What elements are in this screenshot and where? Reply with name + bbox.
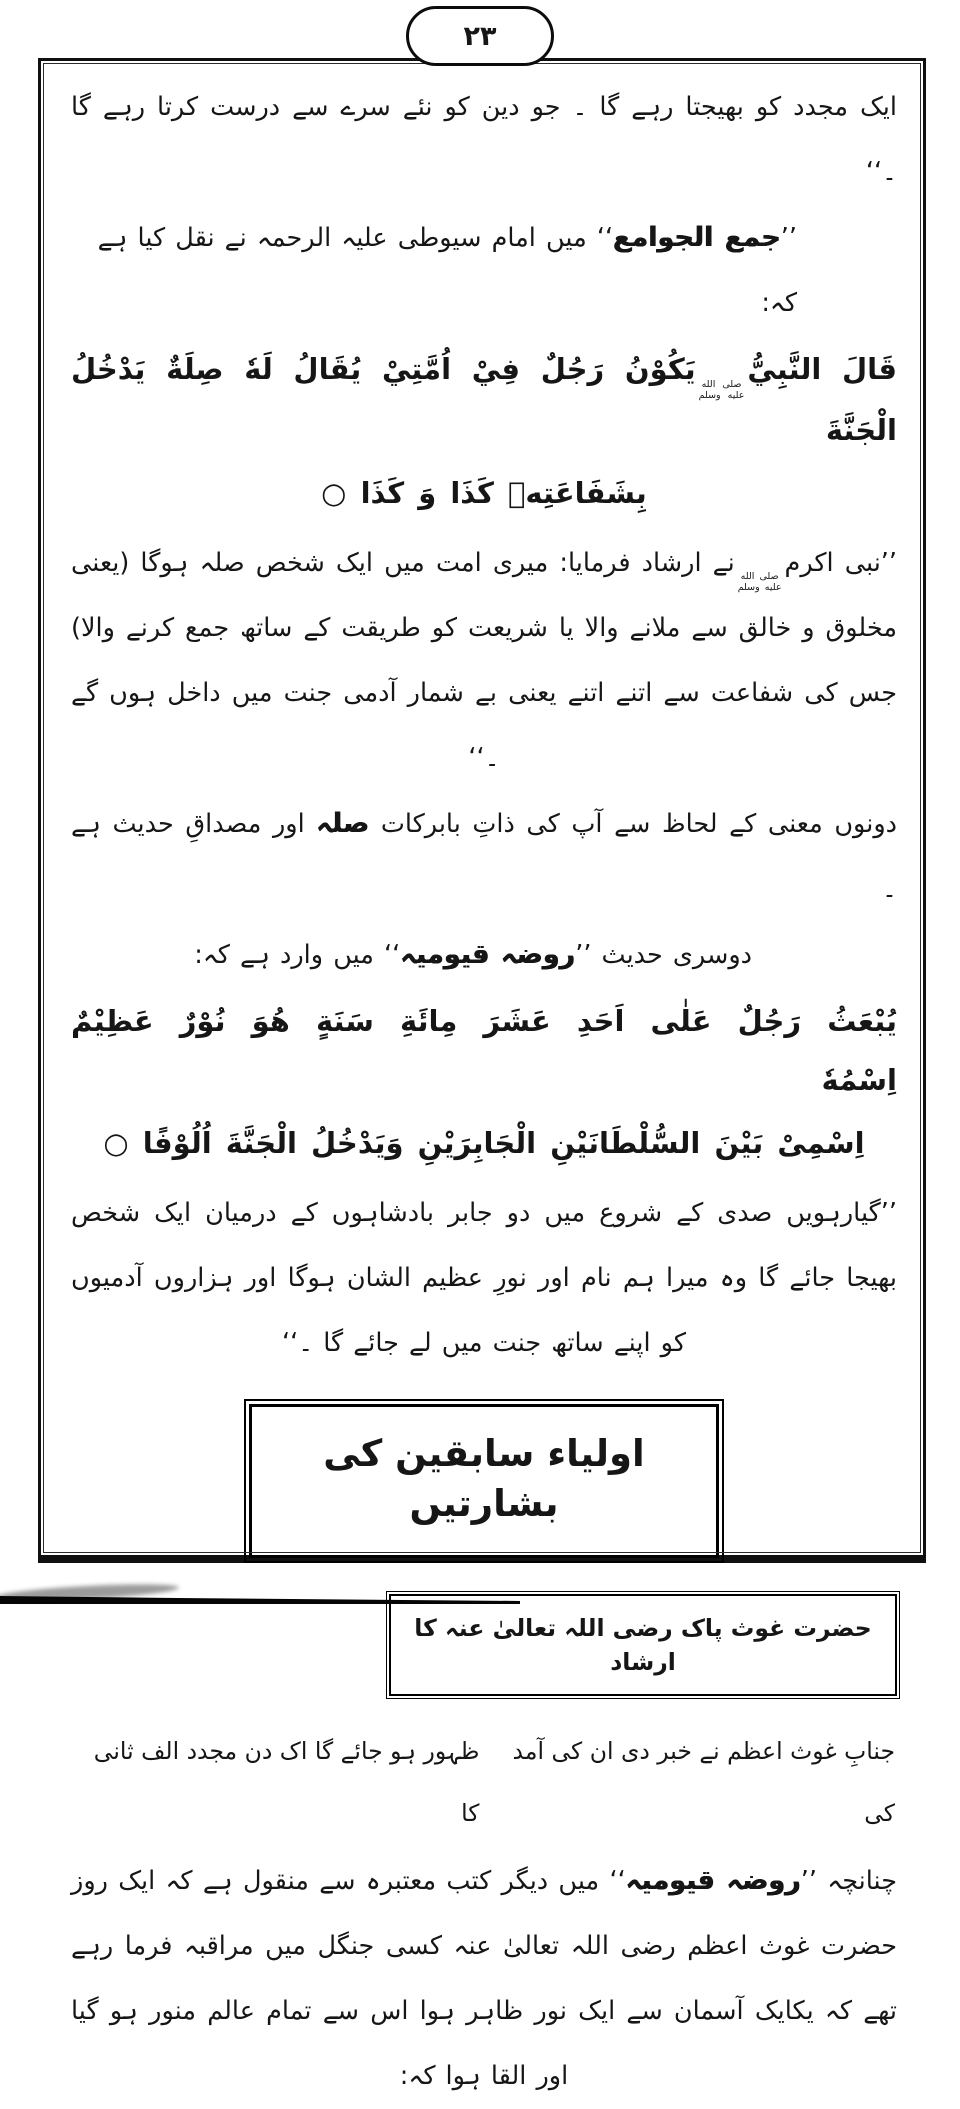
bridge-pre: دونوں معنی کے لحاظ سے آپ کی ذاتِ بابرکات bbox=[380, 809, 897, 839]
hadith1-translation-open: ’’نبی اکرم bbox=[784, 548, 897, 578]
hadith2-line2: اِسْمِىْ بَيْنَ السُّلْطَانَيْنِ الْجَابِرَيْنِ وَيَدْخُلُ الْجَنَّةَ اُلُوْفًا ○ bbox=[103, 1126, 865, 1160]
content-frame bbox=[38, 58, 926, 2091]
book-title-rauzah-qayyumiyah: روضہ قیومیہ bbox=[625, 1865, 801, 1896]
book-title-rauzah-qayyumiyah: روضہ قیومیہ bbox=[400, 939, 576, 970]
hadith1-line1-pre: قَالَ النَّبِيُّ bbox=[747, 352, 898, 386]
couplet-second-hemistich: ظہور ہو جائے گا اک دن مجدد الف ثانی کا bbox=[93, 1737, 480, 1827]
hadith2-intro-post: ‘‘ میں وارد ہے کہ: bbox=[194, 940, 401, 970]
intro-line2 bbox=[71, 205, 897, 336]
page-number-badge bbox=[406, 6, 554, 66]
section-heading: اولیاء سابقین کی بشارتیں bbox=[323, 1432, 645, 1525]
salawat-seal-icon bbox=[738, 571, 782, 593]
hadith2-intro-pre: دوسری حدیث ’’ bbox=[575, 940, 752, 970]
salawat-top: صلى الله bbox=[740, 571, 779, 582]
hadith1-translation-rest: نے ارشاد فرمایا: میری امت میں ایک شخص صلہ ہوگا (یعنی مخلوق و خالق سے ملانے والا یا شریعت کو طریقت کے ساتھ جمع کرنے والا) جس کی شفاعت سے اتنے اتنے یعنی بے شمار آدمی جنت میں داخل ہوں گے ۔‘‘ bbox=[71, 548, 897, 773]
hadith1-line1-post: يَكُوْنُ رَجُلٌ فِيْ اُمَّتِيْ يُقَالُ لَهٗ صِلَةٌ يَدْخُلُ الْجَنَّةَ bbox=[71, 352, 897, 447]
hadith2-line1: يُبْعَثُ رَجُلٌ عَلٰى اَحَدِ عَشَرَ مِائَةِ سَنَةٍ هُوَ نُوْرٌ عَظِيْمٌ اِسْمُهٗ bbox=[71, 1004, 897, 1097]
intro-line2-rest: ‘‘ میں امام سیوطی علیہ الرحمہ نے نقل کیا ہے کہ: bbox=[97, 223, 797, 318]
bridge-post: اور مصداقِ حدیث ہے ۔ bbox=[71, 809, 897, 904]
salawat-top: صلى الله bbox=[701, 379, 742, 390]
subsection-heading-box bbox=[389, 1594, 897, 1696]
quote-open: ’’ bbox=[780, 223, 797, 253]
couplet bbox=[73, 1720, 895, 1844]
final-post: ‘‘ میں دیگر کتب معتبرہ سے منقول ہے کہ ایک روز حضرت غوث اعظم رضی اللہ تعالیٰ عنہ کسی جنگل میں مراقبہ فرما رہے تھے کہ یکایک آسمان سے ایک نور ظاہر ہوا اس سے تمام عالم منور ہو گیا اور القا ہوا کہ: bbox=[71, 1866, 897, 2091]
section-heading-box bbox=[249, 1404, 719, 1558]
subsection-heading: حضرت غوث پاک رضی اللہ تعالیٰ عنہ کا ارشاد bbox=[414, 1614, 872, 1676]
salawat-bottom: عليه وسلم bbox=[737, 582, 782, 593]
couplet-first-hemistich: جنابِ غوث اعظم نے خبر دی ان کی آمد کی bbox=[512, 1737, 895, 1827]
intro-line1: ایک مجدد کو بھیجتا رہے گا ۔ جو دین کو نئے سرے سے درست کرتا رہے گا ۔‘‘ bbox=[71, 92, 897, 187]
hadith2-intro bbox=[71, 922, 897, 988]
final-pre: چنانچہ ’’ bbox=[800, 1866, 897, 1896]
page-number: ۲۳ bbox=[463, 20, 497, 52]
hadith1-line1 bbox=[71, 340, 897, 460]
word-sila: صلہ bbox=[316, 808, 370, 839]
book-title-jam-al-jawami: جمع الجوامع bbox=[613, 222, 781, 253]
content-area bbox=[41, 61, 923, 2091]
hadith1-line2: بِشَفَاعَتِهٖ كَذَا وَ كَذَا ○ bbox=[321, 476, 647, 510]
bridge-line bbox=[71, 791, 897, 922]
salawat-seal-icon bbox=[699, 379, 745, 401]
salawat-bottom: عليه وسلم bbox=[698, 390, 745, 401]
hadith2-translation: ’’گیارہویں صدی کے شروع میں دو جابر بادشاہوں کے درمیان ایک شخص بھیجا جائے گا وہ میرا ہم نام اور نورِ عظیم الشان ہوگا اور ہزاروں آدمیوں کو اپنے ساتھ جنت میں لے جائے گا ۔‘‘ bbox=[71, 1198, 897, 1358]
final-paragraph bbox=[71, 1848, 897, 2109]
hadith1-translation bbox=[71, 531, 897, 791]
